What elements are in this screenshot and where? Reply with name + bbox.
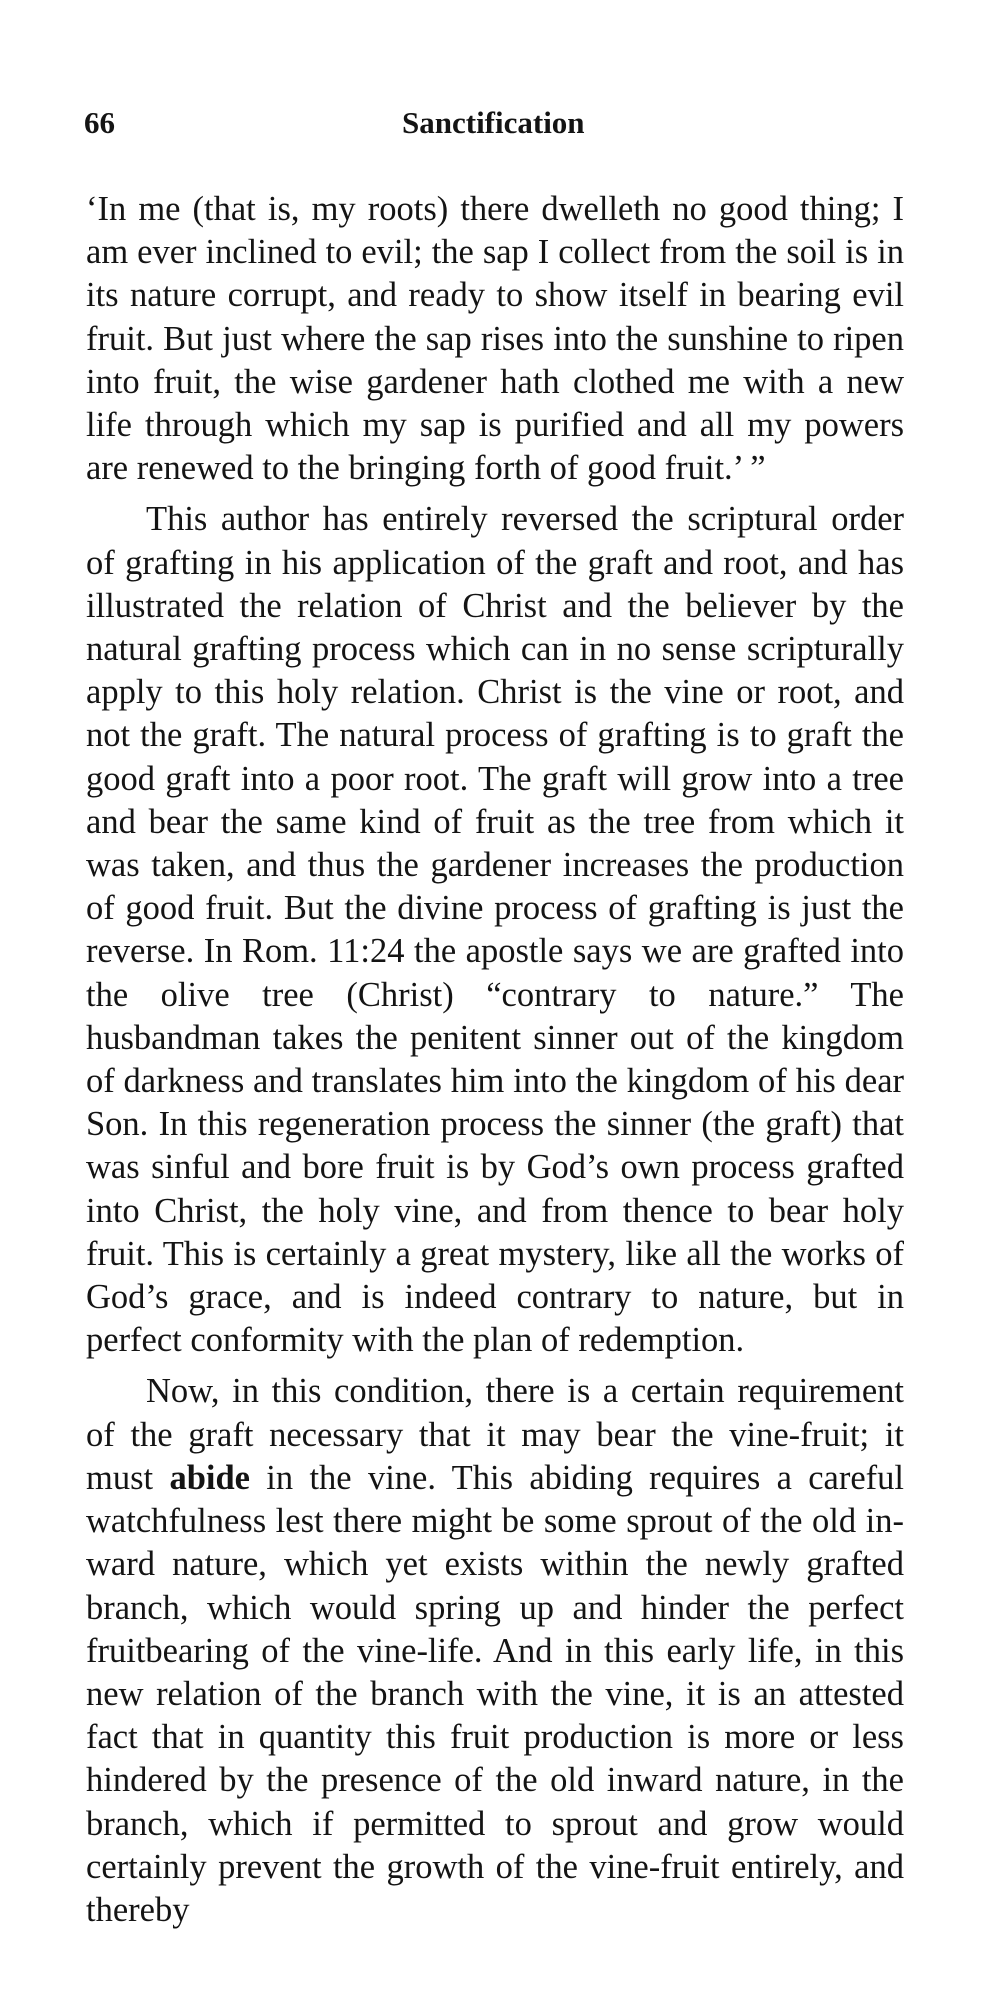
paragraph-quote: ‘In me (that is, my roots) there dwelleth no good thing; I am ever inclined to evil; the sap I collect from the soil is in its nature corrupt, and ready to show itself in bearing evil fruit. But just where the sap rises into the sunshine to ripen into fruit, the wise gardener hath clothed me with a new life through which my sap is purified and all my powers are renewed to the bringing forth of good fruit.’ ” — [86, 190, 904, 488]
page-number: 66 — [84, 105, 115, 140]
paragraph-grafting: This author has entirely reversed the scriptural order of grafting in his application of the graft and root, and has illustrated the relation of Christ and the believer by the natural grafting process which can in no sense scripturally apply to this holy relation. Christ is the vine or root, and not the graft. The natural process of grafting is to graft the good graft into a poor root. The graft will grow into a tree and bear the same kind of fruit as the tree from which it was taken, and thus the gardener increases the production of good fruit. But the divine process of grafting is just the reverse. In Rom. 11:24 the apostle says we are grafted into the olive tree (Christ) “contrary to nature.” The husbandman takes the penitent sinner out of the kingdom of darkness and translates him into the kingdom of his dear Son. In this regeneration process the sinner (the graft) that was sinful and bore fruit is by God’s own process grafted into Christ, the holy vine, and from thence to bear holy fruit. This is certainly a great mystery, like all the works of God’s grace, and is indeed contrary to nature, but in perfect conformity with the plan of redemption. — [86, 500, 904, 1360]
emphasis-abide: abide — [169, 1458, 250, 1497]
running-head: Sanctification — [402, 105, 585, 140]
paragraph-abiding-start: Now, in this condition, there is a certain requirement of the graft necessary that it may bear the vine-fruit; it must — [86, 1372, 904, 1497]
paragraph-abiding — [86, 1370, 904, 1932]
page-header — [84, 105, 904, 145]
paragraph-abiding-end: in the vine. This abiding requires a careful watchfulness lest there might be some sprout of the old inward nature, which yet exists within the newly grafted branch, which would spring up and hinder the perfect fruitbearing of the vine-life. And in this early life, in this new relation of the branch with the vine, it is an attested fact that in quantity this fruit production is more or less hindered by the presence of the old inward nature, in the branch, which if permitted to sprout and grow would certainly prevent the growth of the vine-fruit entirely, and thereby — [86, 1458, 904, 1929]
body-text — [86, 188, 904, 1940]
